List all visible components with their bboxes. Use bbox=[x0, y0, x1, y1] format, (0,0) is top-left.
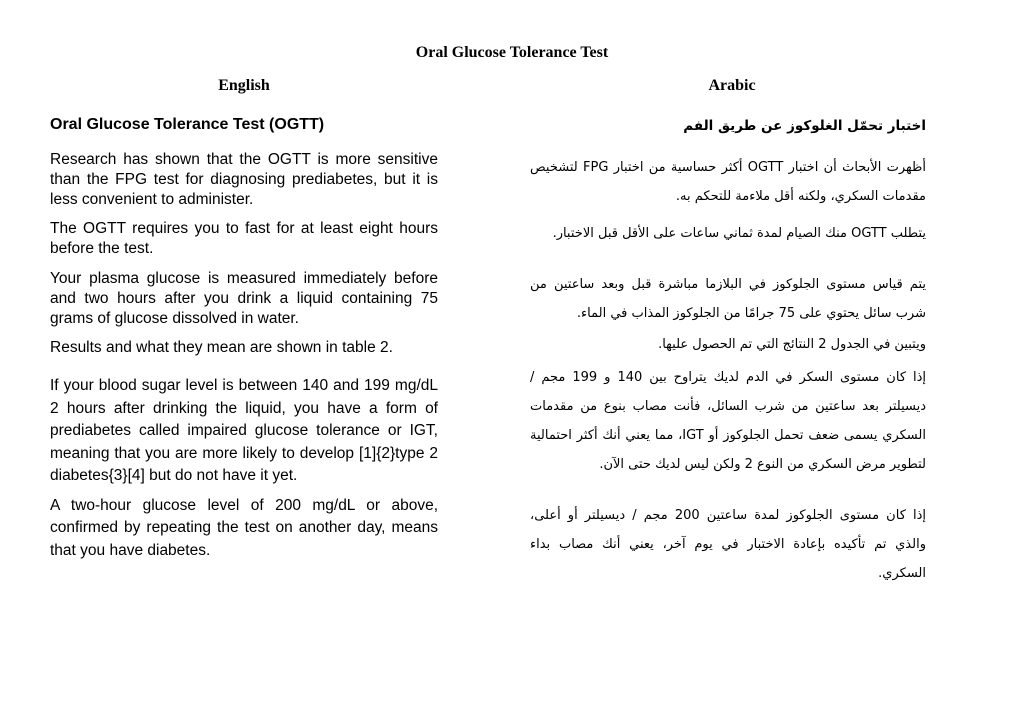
document-title: Oral Glucose Tolerance Test bbox=[415, 44, 609, 61]
english-paragraph-4: Results and what they mean are shown in table 2. bbox=[50, 339, 393, 356]
english-heading: Oral Glucose Tolerance Test (OGTT) bbox=[50, 116, 325, 133]
english-paragraph-2: The OGTT requires you to fast for at least eight hours before the test. bbox=[50, 220, 438, 257]
arabic-heading: اختبار تحمّل الغلوكوز عن طريق الفم bbox=[683, 118, 926, 134]
english-paragraph-1: Research has shown that the OGTT is more sensitive than the FPG test for diagnosing prediabetes, but it is less convenient to administer. bbox=[50, 151, 438, 208]
english-paragraph-3: Your plasma glucose is measured immediately before and two hours after you drink a liquid containing 75 grams of glucose dissolved in water. bbox=[50, 270, 438, 327]
arabic-paragraph-5: إذا كان مستوى السكر في الدم لديك يتراوح بين 140 و 199 مجم / ديسيلتر بعد ساعتين من شرب السائل، فأنت مصاب بنوع من مقدمات السكري يسمى ضعف تحمل الجلوكوز أو IGT، مما يعني أنك أكثر احتمالية لتطوير مرض السكري من النوع 2 ولكن ليس لديك حتى الآن. bbox=[530, 370, 926, 472]
arabic-column-header: Arabic bbox=[708, 77, 756, 94]
arabic-paragraph-1: أظهرت الأبحاث أن اختبار OGTT أكثر حساسية من اختبار FPG لتشخيص مقدمات السكري، ولكنه أقل ملاءمة للتحكم به. bbox=[530, 160, 926, 204]
arabic-paragraph-2: يتطلب OGTT منك الصيام لمدة ثماني ساعات على الأقل قبل الاختبار. bbox=[552, 226, 926, 241]
english-column bbox=[50, 115, 438, 562]
english-paragraph-6: A two-hour glucose level of 200 mg/dL or above, confirmed by repeating the test on another day, means that you have diabetes. bbox=[50, 496, 438, 559]
english-paragraph-5: If your blood sugar level is between 140 and 199 mg/dL 2 hours after drinking the liquid, you have a form of prediabetes called impaired glucose tolerance or IGT, meaning that you are more likely to develop [1]{2}type 2 diabetes{3}[4] but do not have it yet. bbox=[50, 377, 438, 484]
arabic-column bbox=[530, 115, 926, 588]
arabic-paragraph-6: إذا كان مستوى الجلوكوز لمدة ساعتين 200 مجم / ديسيلتر أو أعلى، والذي تم تأكيده بإعادة الاختبار في يوم آخر، يعني أنك مصاب بداء السكري. bbox=[530, 508, 926, 581]
arabic-paragraph-3: يتم قياس مستوى الجلوكوز في البلازما مباشرة قبل وبعد ساعتين من شرب سائل يحتوي على 75 جرامًا من الجلوكوز المذاب في الماء. bbox=[530, 277, 926, 321]
arabic-paragraph-4: ويتبين في الجدول 2 النتائج التي تم الحصول عليها. bbox=[658, 337, 926, 352]
english-column-header: English bbox=[218, 77, 270, 94]
